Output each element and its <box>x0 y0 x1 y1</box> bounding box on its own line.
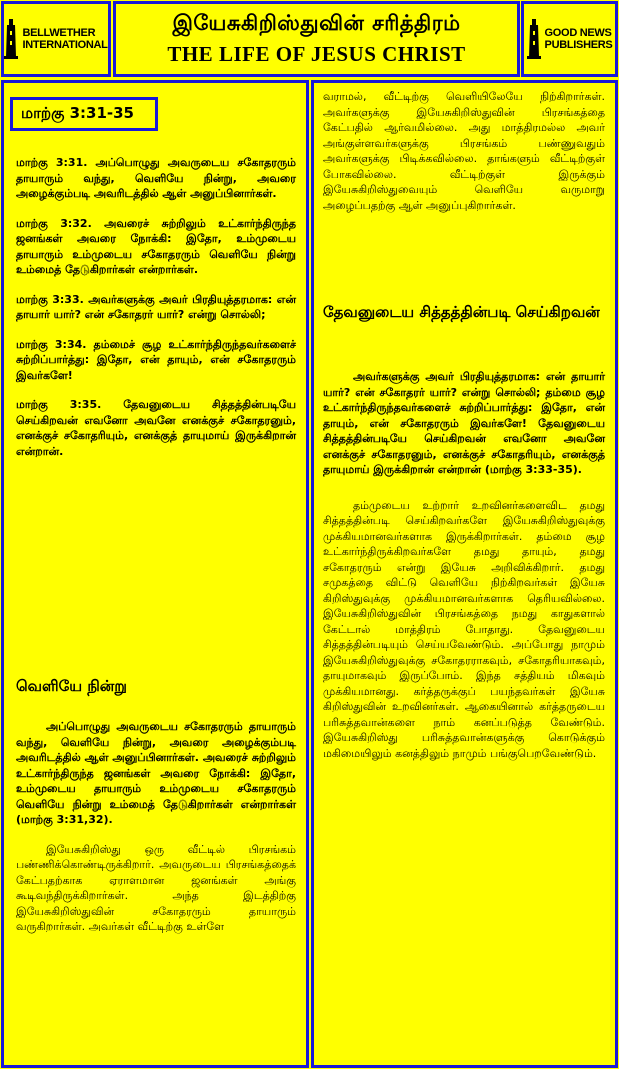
page-header <box>113 1 520 77</box>
left-column <box>1 80 309 1068</box>
right-column <box>311 80 618 1068</box>
verse: மாற்கு 3:34. தம்மைச் சூழ உட்கார்ந்திருந்தவர்களைச் சுற்றிப்பார்த்து: இதோ, என் தாயும், என் சகோதரரும் இவர்களே! <box>16 337 296 382</box>
continued-text <box>323 89 605 227</box>
verse: மாற்கு 3:31. அப்பொழுது அவருடைய சகோதரரும் தாயாரும் வந்து, வெளியே நின்று, அவரை அழைக்கும்படி அவரிடத்தில் ஆள் அனுப்பினார்கள். <box>16 156 296 200</box>
tower-icon <box>4 19 18 59</box>
logo-text-left <box>22 27 107 51</box>
verse: மாற்கு 3:33. அவர்களுக்கு அவர் பிரதியுத்தரமாக: என் தாயார் யார்? என் சகோதரர் யார்? என்று சொல்லி; <box>16 292 296 321</box>
logo-line: BELLWETHER <box>22 27 96 39</box>
section-body <box>323 369 605 775</box>
logo-line: GOOD NEWS <box>544 27 612 39</box>
logo-text-right <box>545 27 613 51</box>
scripture-reference: மாற்கு 3:31-35 <box>21 104 134 122</box>
verse: மாற்கு 3:35. தேவனுடைய சித்தத்தின்படியே செய்கிறவன் எவனோ அவனே எனக்குச் சகோதரனும், எனக்குச் சகோதரியும், எனக்குத் தாயுமாய் இருக்கிறான் என்றான். <box>16 398 296 458</box>
tower-icon <box>527 19 541 59</box>
title-tamil: இயேசுகிறிஸ்துவின் சரித்திரம் <box>172 10 461 35</box>
scripture-reference-box <box>10 97 158 131</box>
title-english: THE LIFE OF JESUS CHRIST <box>167 42 466 66</box>
section-heading: தேவனுடைய சித்தத்தின்படி செய்கிறவன் <box>323 303 600 321</box>
section-body <box>16 719 296 949</box>
scripture-quote: அப்பொழுது அவருடைய சகோதரரும் தாயாரும் வந்து, வெளியே நின்று, அவரை அழைக்கும்படி அவரிடத்தில் ஆள் அனுப்பினார்கள். அவரைச் சுற்றிலும் உட்கார்ந்திருந்த ஜனங்கள் அவரை நோக்கி: இதோ, உம்முடைய தாயாரும் உம்முடைய சகோதரரும் வெளியே நின்று உம்மைத் தேடுகிறார்கள் என்றார்கள் (மாற்கு 3:31,32). <box>16 720 296 826</box>
body-paragraph: வராமல், வீட்டிற்கு வெளியிலேயே நிற்கிறார்கள். அவர்களுக்கு இயேசுகிறிஸ்துவின் பிரசங்கத்தை கேட்பதில் ஆர்வமில்லை. அது மாத்திரமல்ல அவர் அங்குள்ளவர்களுக்கு பிரசங்கம் பண்ணுவதும் அவர்களுக்கு பிடிக்கவில்லை. தாங்களும் வீட்டிற்குள் போகவில்லை. வீட்டிற்குள் இருக்கும் இயேசுகிறிஸ்துவையும் வெளியே வருமாறு அழைப்பதற்கு ஆள் அனுப்புகிறார்கள். <box>323 90 605 212</box>
verse: மாற்கு 3:32. அவரைச் சுற்றிலும் உட்கார்ந்திருந்த ஜனங்கள் அவரை நோக்கி: இதோ, உம்முடைய தாயாரும் உம்முடைய சகோதரரும் வெளியே நின்று உம்மைத் தேடுகிறார்கள் என்றார்கள். <box>16 216 296 276</box>
logo-line: PUBLISHERS <box>544 39 613 51</box>
verses-block <box>16 155 296 473</box>
logo-line: INTERNATIONAL <box>22 39 108 51</box>
body-paragraph: இயேசுகிறிஸ்து ஒரு வீட்டில் பிரசங்கம் பண்ணிக்கொண்டிருக்கிறார். அவருடைய பிரசங்கத்தைக் கேட்பதற்காக ஏராளமான ஜனங்கள் அங்கு கூடிவந்திருக்கிறார்கள். அந்த இடத்திற்கு இயேசுகிறிஸ்துவின் சகோதரரும் தாயாரும் வருகிறார்கள். அவர்கள் வீட்டிற்கு உள்ளே <box>16 842 296 933</box>
body-paragraph: தம்முடைய உற்றார் உறவினர்களைவிட தமது சித்தத்தின்படி செய்கிறவர்களே இயேசுகிறிஸ்துவுக்கு முக்கியமானவர்களாக இருக்கிறார்கள். தம்மை சூழ உட்கார்ந்திருக்கிறவர்களே தமது தாயும், தமது சகோதரரும் என்று இயேசு அறிவிக்கிறார். தமது சமுகத்தை விட்டு வெளியே நிற்கிறவர்கள் இயேசு கிறிஸ்துவுக்கு முக்கியமானவர்களாக தெரியவில்லை. இயேசுகிறிஸ்துவின் பிரசங்கத்தை நமது காதுகளால் கேட்டால் மாத்திரம் போதாது. தேவனுடைய சித்தத்தின்படியும் செய்யவேண்டும். அப்போது நாமும் இயேசுகிறிஸ்துவுக்கு சகோதரராகவும், சகோதரியாகவும், தாயுமாகவும் இருப்போம். இந்த சத்தியம் மிகவும் முக்கியமானது. கர்த்தருக்குப் பயந்தவர்கள் இயேசு கிறிஸ்துவின் உறவினர்கள். ஆகையினால் கர்த்தருடைய பரிசுத்தவான்களை நாம் கனப்படுத்த வேண்டும். இயேசுகிறிஸ்து பரிசுத்தவான்களுக்கு கொடுக்கும் மகிமையிலும் கனத்திலும் நாமும் பங்குபெறவேண்டும். <box>323 498 605 760</box>
section-heading: வெளியே நின்று <box>16 677 127 695</box>
publisher-logo-left <box>1 1 111 77</box>
publisher-logo-right <box>521 1 618 77</box>
scripture-quote: அவர்களுக்கு அவர் பிரதியுத்தரமாக: என் தாயார் யார்? என் சகோதரர் யார்? என்று சொல்லி; தம்மை சூழ உட்கார்ந்திருந்தவர்களைச் சுற்றிப்பார்த்து: இதோ, என் தாயும், என் சகோதரரும் இவர்களே! தேவனுடைய சித்தத்தின்படியே செய்கிறவன் எவனோ அவனே எனக்குச் சகோதரனும், எனக்குச் சகோதரியும், எனக்குத் தாயுமாய் இருக்கிறான் என்றான் (மாற்கு 3:33-35). <box>323 370 605 476</box>
